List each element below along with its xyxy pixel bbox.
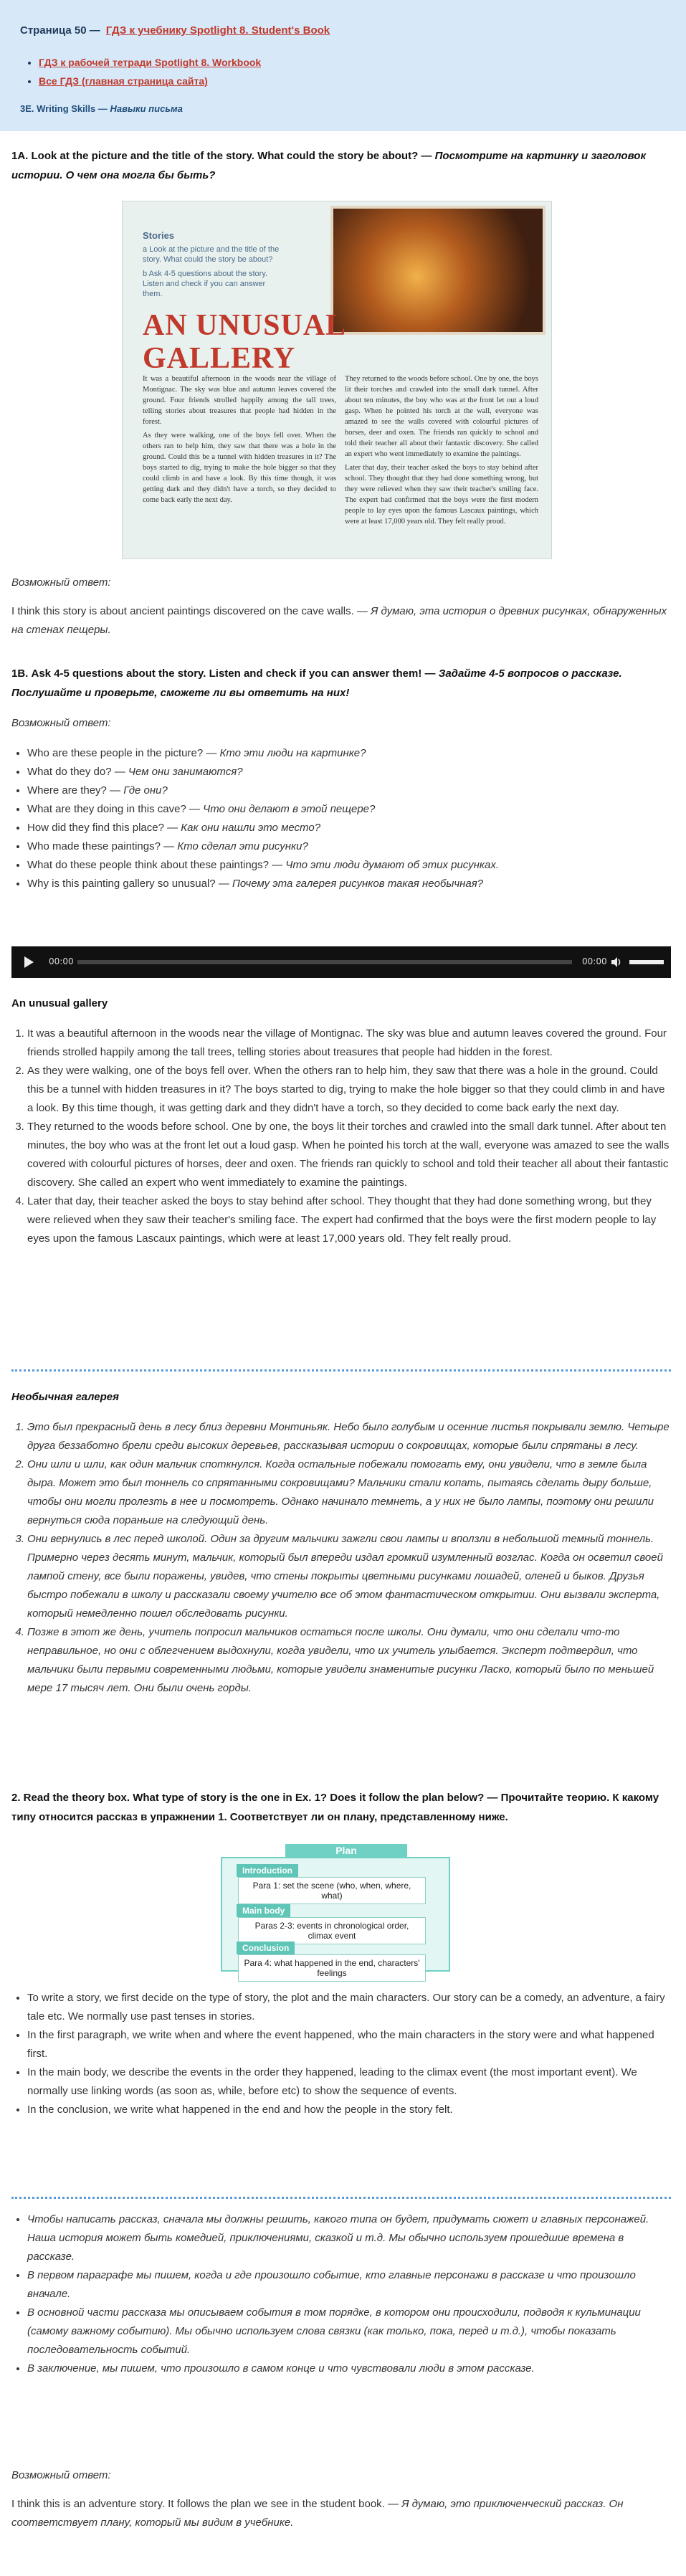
possible-answer-label: Возможный ответ: <box>11 2469 111 2481</box>
play-icon[interactable] <box>24 956 34 968</box>
list-item: • Who are these people in the picture? — Кто эти люди на картинке? <box>27 744 671 763</box>
audio-player <box>11 946 671 978</box>
list-item: • Чтобы написать рассказ, сначала мы должны решить, какого типа он будет, придумать сюжет и главных персонажей. Наша история может быть комедией, приключениями, сказкой и т.д. Мы обычно используем прошедшие времена в рассказе. <box>27 2210 671 2266</box>
list-item: 4. Later that day, their teacher asked the boys to stay behind after school. They thought that they had done something wrong, but they were relieved when they saw their teacher's smiling face. The expert had confirmed that the boys were the first modern people to lay eyes upon the famous Lascaux paintings, which were at least 17,000 years old. They felt really proud. <box>27 1192 671 1248</box>
question-2: 2. Read the theory box. What type of story is the one in Ex. 1? Does it follow the plan below? — Прочитайте теорию. К какому типу относится рассказ в упражнении 1. Соответствует ли он плану, представленному ниже. <box>11 1792 659 1823</box>
theory-list <box>11 1989 671 2119</box>
conclusion-box: Para 4: what happened in the end, characters' feelings <box>238 1954 426 1982</box>
introduction-label: Introduction <box>237 1864 298 1877</box>
theory-russian <box>11 2210 671 2378</box>
textbook-column-left: It was a beautiful afternoon in the woods near the village of Montignac. The sky was blue and autumn leaves covered the ground. Four friends strolled happily among the tall trees, telling stories about treasures that people had hidden in the forest. As they were walking, one of the boys fell over. When the others ran to help him, they saw that there was a hole in the ground. Could this be a tunnel with hidden treasures in it? The boys started to dig, trying to make the hole bigger so that they could climb in and have a look. By this time though, it was getting dark and they didn't have a torch, so they decided to come back early the next day. <box>143 375 336 504</box>
textbook-page-image <box>122 201 552 559</box>
list-item: 3. Они вернулись в лес перед школой. Один за другим мальчики зажгли свои лампы и вползли в небольшой темный тоннель. Примерно через десять минут, мальчик, который был впереди издал громкий изумленный возглас. Когда он осветил своей лампой стену, все были поражены, увидев, что стены покрыты цветными рисунками лошадей, оленей и быков. Друзья быстро побежали в школу и рассказали своему учителю все об этом фантастическом открытии. Они вызвали эксперта, который немедленно пошел обследовать рисунки. <box>27 1530 671 1623</box>
list-item: • What do these people think about these paintings? — Что эти люди думают об этих рисунках. <box>27 856 671 875</box>
story-title: An unusual gallery <box>11 997 108 1009</box>
questions-list <box>11 744 671 893</box>
story-title-graphic: AN UNUSUAL GALLERY <box>143 309 347 375</box>
list-item: 4. Позже в этот же день, учитель попросил мальчиков остаться после школы. Они думали, что они сделали что-то неправильное, но они с облегчением выдохнули, когда увидели, что их учитель улыбается. Эксперт подтвердил, что мальчики были первыми современными людьми, которые увидели знаменитые рисунки Ласко, который было по меньшей мере 17 тысяч лет. Они были очень горды. <box>27 1623 671 1698</box>
list-item: 1. It was a beautiful afternoon in the woods near the village of Montignac. The sky was blue and autumn leaves covered the ground. Four friends strolled happily among the tall trees, telling stories about treasures that people had hidden in the forest. <box>27 1025 671 1062</box>
section-title: 3E. Writing Skills — Навыки письма <box>20 103 183 114</box>
list-item: • How did they find this place? — Как они нашли это место? <box>27 819 671 837</box>
list-item: 3. They returned to the woods before school. One by one, the boys lit their torches and crawled into the small dark tunnel. After about ten minutes, the boy who was at the front let out a loud gasp. When he pointed his torch at the wall, everyone was amazed to see the walls covered with colourful pictures of horses, deer and oxen. The friends ran quickly to school and told their teacher all about their fantastic discovery. She called an expert who went immediately to examine the paintings. <box>27 1118 671 1192</box>
list-item: • Who made these paintings? — Кто сделал эти рисунки? <box>27 837 671 856</box>
plan-title: Plan <box>285 1844 407 1857</box>
list-item: • В заключение, мы пишем, что произошло в самом конце и что чувствовали люди в этом рассказе. <box>27 2359 671 2378</box>
theory-english <box>11 1989 671 2119</box>
story-english <box>11 994 671 1248</box>
plan-image <box>221 1844 450 1978</box>
header-links <box>20 57 666 87</box>
story-paragraphs <box>11 1025 671 1248</box>
list-item: • In the first paragraph, we write when and where the event happened, who the main characters in the story were and what happened first. <box>27 2026 671 2063</box>
page-title: Страница 50 — ГДЗ к учебнику Spotlight 8. Student's Book <box>20 24 330 37</box>
list-item: • In the conclusion, we write what happened in the end and how the people in the story felt. <box>27 2101 671 2119</box>
story-paragraphs-ru <box>11 1418 671 1698</box>
list-item: • What are they doing in this cave? — Что они делают в этой пещере? <box>27 800 671 819</box>
conclusion-label: Conclusion <box>237 1941 295 1954</box>
volume-slider[interactable] <box>629 960 664 964</box>
textbook-tasks: a Look at the picture and the title of the story. What could the story be about? b Ask 4-5 questions about the story. Listen and check if you can answer them. <box>143 245 280 298</box>
duration-time: 00:00 <box>582 956 607 966</box>
story-title-ru: Необычная галерея <box>11 1391 119 1403</box>
divider <box>11 1369 671 1372</box>
list-item: 1. Это был прекрасный день в лесу близ деревни Монтиньяк. Небо было голубым и осенние листья покрывали землю. Четыре друга беззаботно брели среди высоких деревьев, рассказывая истории о сокровищах, которые были спрятаны в лесу. <box>27 1418 671 1455</box>
question-1a: 1А. Look at the picture and the title of the story. What could the story be about? — Посмотрите на картинку и заголовок истории. О чем она могла бы быть? <box>11 150 647 181</box>
list-item: • В основной части рассказа мы описываем события в том порядке, в котором они происходили, подводя к кульминации (самому важному событию). Мы обычно используем слова связки (как только, пока, перед и т.д.), чтобы показать последовательность событий. <box>27 2304 671 2359</box>
list-item: • Where are they? — Где они? <box>27 781 671 800</box>
stories-heading: Stories <box>143 230 175 241</box>
question-1b: 1В. Ask 4-5 questions about the story. Listen and check if you can answer them! — Задайте 4-5 вопросов о рассказе. Послушайте и проверьте, сможете ли вы ответить на них! Возможный ответ: • Who are these people in the picture? — Кто эти люди на картинке? • What do they do? — Чем они занимаются? • Where are they? — Где они? • What are they doing in this cave? — Что они делают в этой пещере? • How did they find this place? — Как они нашли это место? • Who made these paintings? — Кто сделал эти рисунки? • What do these people think about these paintings? — Что эти люди думают об этих рисунках. • Why is this painting gallery so unusual? — Почему эта галерея рисунков такая необычная? <box>11 664 671 893</box>
list-item <box>39 57 666 68</box>
story-russian <box>11 1387 671 1698</box>
list-item: • In the main body, we describe the events in the order they happened, leading to the climax event (the most important event). We normally use linking words (as soon as, while, before etc) to show the sequence of events. <box>27 2063 671 2101</box>
possible-answer-label: Возможный ответ: <box>11 717 111 729</box>
list-item <box>39 75 666 87</box>
cave-photo <box>330 206 546 335</box>
introduction-box: Para 1: set the scene (who, when, where, what) <box>238 1877 426 1904</box>
list-item: 2. As they were walking, one of the boys fell over. When the others ran to help him, they saw that there was a hole in the ground. Could this be a tunnel with hidden treasures in it? The boys started to dig, trying to make the hole bigger so that they could climb in and have a look. By this time though, it was getting dark and they didn't have a torch, so they decided to come back early the next day. <box>27 1062 671 1118</box>
list-item: 2. Они шли и шли, как один мальчик споткнулся. Когда остальные побежали помогать ему, они увидели, что в земле была дыра. Может это был тоннель со спрятанными сокровищами? Мальчики стали копать, пытаясь сделать дыру больше, чтобы они могли пролезть в нее и посмотреть. Однако начинало темнеть, а у них не было лампы, поэтому они решили вернуться сюда пораньше на следующий день. <box>27 1455 671 1530</box>
answer-2: Возможный ответ: I think this is an adventure story. It follows the plan we see in the student book. — Я думаю, это приключенческий рассказ. Он соответствует плану, который мы видим в учебнике. <box>11 2466 671 2532</box>
header-panel <box>0 0 686 131</box>
volume-icon[interactable] <box>611 956 622 968</box>
list-item: • Why is this painting gallery so unusual? — Почему эта галерея рисунков такая необычная? <box>27 875 671 893</box>
possible-answer-label: Возможный ответ: <box>11 576 111 589</box>
answer-1a: Возможный ответ: I think this story is about ancient paintings discovered on the cave walls. — Я думаю, эта история о древних рисунках, обнаруженных на стенах пещеры. <box>11 574 671 640</box>
current-time: 00:00 <box>49 956 74 966</box>
main-body-box: Paras 2-3: events in chronological order, climax event <box>238 1917 426 1944</box>
divider <box>11 2197 671 2199</box>
list-item: • To write a story, we first decide on the type of story, the plot and the main characters. Our story can be a comedy, an adventure, a fairy tale etc. We normally use past tenses in stories. <box>27 1989 671 2026</box>
list-item: • В первом параграфе мы пишем, когда и где произошло событие, кто главные персонажи в рассказе и что произошло вначале. <box>27 2266 671 2304</box>
all-gdz-link[interactable]: Все ГДЗ (главная страница сайта) <box>39 75 208 87</box>
textbook-column-right: They returned to the woods before school. One by one, the boys lit their torches and crawled into the small dark tunnel. After about ten minutes, the boy who was at the front let out a loud gasp. When he pointed his torch at the wall, everyone was amazed to see the walls covered with colourful pictures of horses, deer and oxen. The friends ran quickly to school and told their teacher all about their fantastic discovery. She called an expert who went immediately to examine the paintings. Later that day, their teacher asked the boys to stay behind after school. They thought that they had done something wrong, but they were relieved when they saw their teacher's smiling face. The expert had confirmed that the boys were the first modern people to lay eyes upon the famous Lascaux paintings, which were at least 17,000 years old. They felt really proud. <box>345 375 538 526</box>
student-book-link[interactable]: ГДЗ к учебнику Spotlight 8. Student's Book <box>105 24 330 37</box>
list-item: • What do they do? — Чем они занимаются? <box>27 763 671 781</box>
theory-list-ru <box>11 2210 671 2378</box>
main-body-label: Main body <box>237 1904 290 1917</box>
workbook-link[interactable]: ГДЗ к рабочей тетради Spotlight 8. Workbook <box>39 57 262 68</box>
audio-progress-bar[interactable] <box>77 960 572 964</box>
